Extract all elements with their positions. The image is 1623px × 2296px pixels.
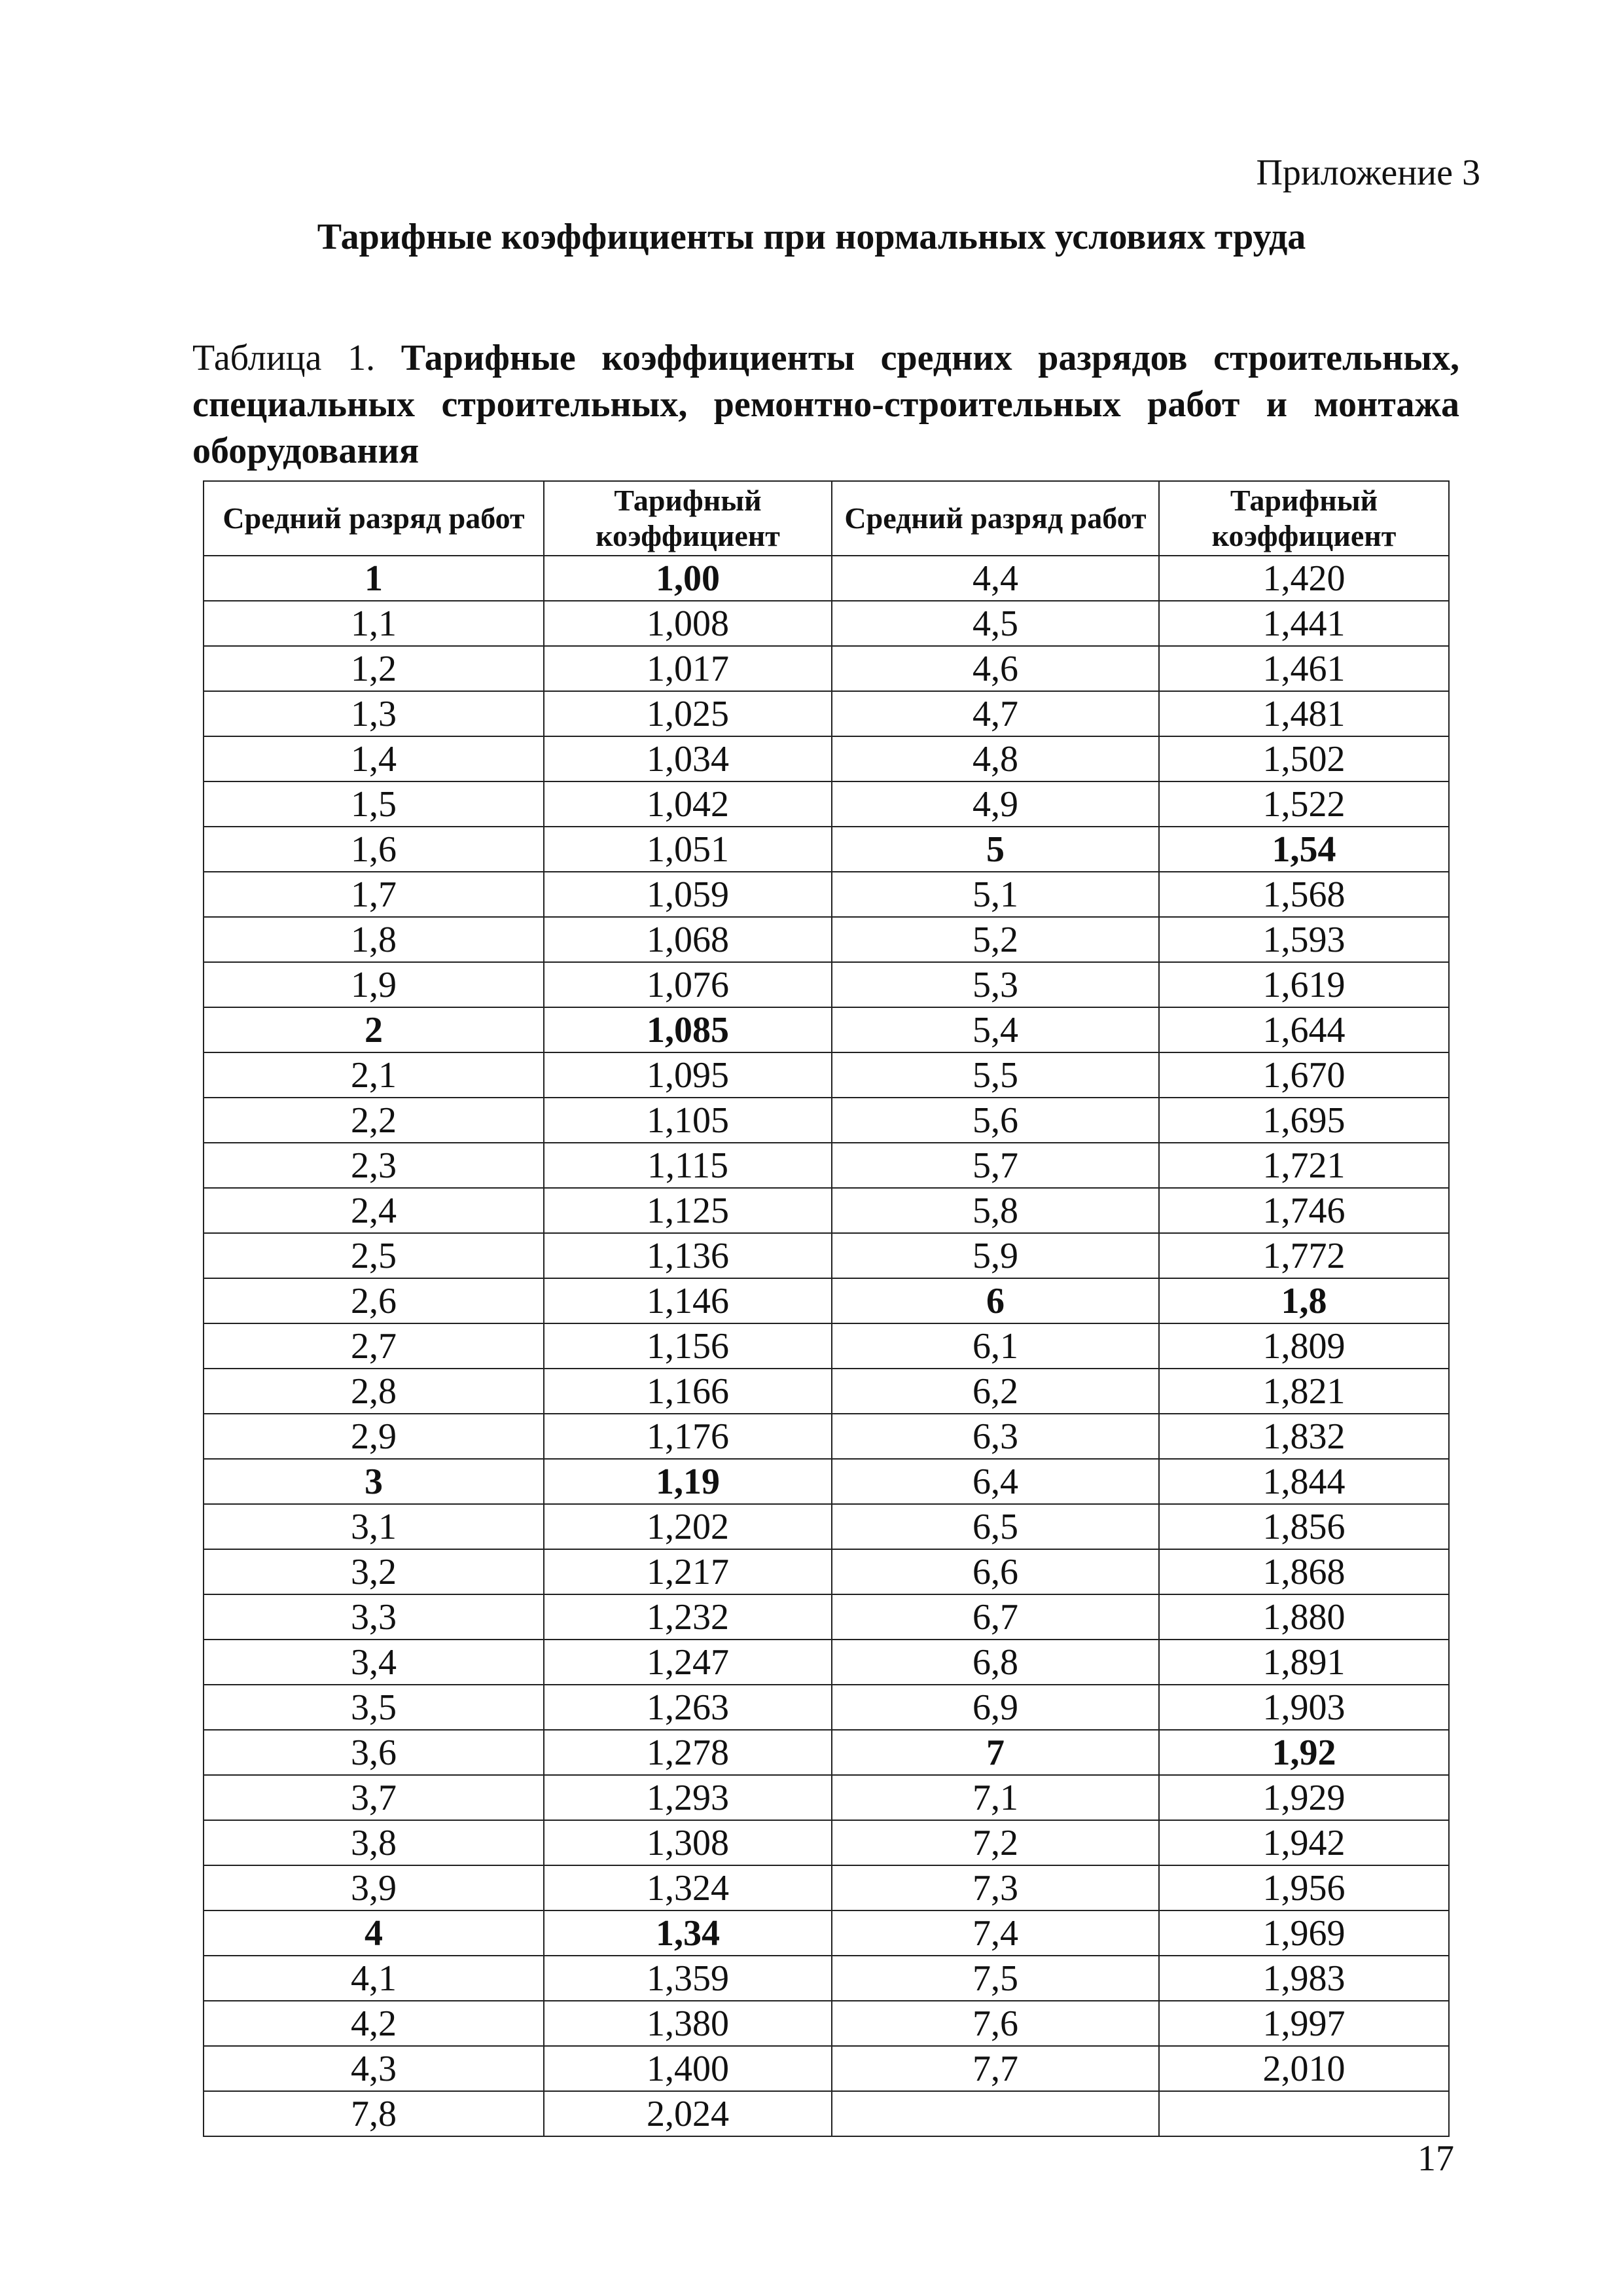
grade-cell: 3,3 xyxy=(204,1594,544,1640)
grade-cell: 5 xyxy=(832,827,1159,872)
coefficient-cell: 1,34 xyxy=(544,1910,832,1956)
grade-cell: 6,5 xyxy=(832,1504,1159,1549)
coefficient-cell: 1,156 xyxy=(544,1323,832,1369)
table-row xyxy=(204,1865,1449,1910)
coefficient-cell xyxy=(1159,2091,1449,2136)
table-row xyxy=(204,1640,1449,1685)
grade-cell: 7,5 xyxy=(832,1956,1159,2001)
coefficient-cell: 1,247 xyxy=(544,1640,832,1685)
grade-cell: 7 xyxy=(832,1730,1159,1775)
coefficient-cell: 1,522 xyxy=(1159,781,1449,827)
grade-cell: 4,1 xyxy=(204,1956,544,2001)
coefficient-cell: 1,92 xyxy=(1159,1730,1449,1775)
grade-cell: 1,6 xyxy=(204,827,544,872)
table-row xyxy=(204,1775,1449,1820)
grade-cell: 6,9 xyxy=(832,1685,1159,1730)
coefficient-cell: 1,880 xyxy=(1159,1594,1449,1640)
coefficient-cell: 1,017 xyxy=(544,646,832,691)
table-row xyxy=(204,2046,1449,2091)
table-row xyxy=(204,691,1449,736)
coefficient-cell: 1,721 xyxy=(1159,1143,1449,1188)
grade-cell: 1,3 xyxy=(204,691,544,736)
grade-cell: 3,2 xyxy=(204,1549,544,1594)
coefficient-cell: 2,010 xyxy=(1159,2046,1449,2091)
grade-cell: 5,2 xyxy=(832,917,1159,962)
coefficient-cell: 1,772 xyxy=(1159,1233,1449,1278)
grade-cell: 5,9 xyxy=(832,1233,1159,1278)
grade-cell: 3,1 xyxy=(204,1504,544,1549)
coefficient-cell: 1,942 xyxy=(1159,1820,1449,1865)
grade-cell: 7,4 xyxy=(832,1910,1159,1956)
table-row xyxy=(204,646,1449,691)
caption-text: Тарифные коэффициенты средних разрядов строительных, специальных строительных, ремонтно-строительных работ и монтажа оборудования xyxy=(192,338,1459,471)
table-row xyxy=(204,1143,1449,1188)
table-row xyxy=(204,1459,1449,1504)
coefficient-cell: 1,217 xyxy=(544,1549,832,1594)
grade-cell: 5,7 xyxy=(832,1143,1159,1188)
table-row xyxy=(204,1278,1449,1323)
grade-cell: 1,8 xyxy=(204,917,544,962)
table-header-row xyxy=(204,481,1449,556)
grade-cell: 4,8 xyxy=(832,736,1159,781)
grade-cell: 1,7 xyxy=(204,872,544,917)
coefficient-cell: 1,619 xyxy=(1159,962,1449,1007)
coefficient-cell: 1,644 xyxy=(1159,1007,1449,1052)
coefficient-cell: 1,176 xyxy=(544,1414,832,1459)
grade-cell: 7,6 xyxy=(832,2001,1159,2046)
table-row xyxy=(204,1956,1449,2001)
grade-cell: 5,8 xyxy=(832,1188,1159,1233)
grade-cell: 5,6 xyxy=(832,1098,1159,1143)
coefficient-cell: 2,024 xyxy=(544,2091,832,2136)
grade-cell: 4,7 xyxy=(832,691,1159,736)
table-row xyxy=(204,781,1449,827)
coefficient-cell: 1,8 xyxy=(1159,1278,1449,1323)
grade-cell: 7,3 xyxy=(832,1865,1159,1910)
coefficient-cell: 1,042 xyxy=(544,781,832,827)
coefficient-cell: 1,136 xyxy=(544,1233,832,1278)
table-row xyxy=(204,1910,1449,1956)
coefficient-cell: 1,400 xyxy=(544,2046,832,2091)
coefficient-cell: 1,461 xyxy=(1159,646,1449,691)
grade-cell: 7,2 xyxy=(832,1820,1159,1865)
grade-cell: 4,9 xyxy=(832,781,1159,827)
coefficient-cell: 1,891 xyxy=(1159,1640,1449,1685)
coefficient-cell: 1,232 xyxy=(544,1594,832,1640)
grade-cell: 3,8 xyxy=(204,1820,544,1865)
coefficient-cell: 1,746 xyxy=(1159,1188,1449,1233)
coefficient-cell: 1,832 xyxy=(1159,1414,1449,1459)
coefficient-cell: 1,983 xyxy=(1159,1956,1449,2001)
grade-cell: 3,7 xyxy=(204,1775,544,1820)
table-row xyxy=(204,1098,1449,1143)
table-row xyxy=(204,1504,1449,1549)
table-row xyxy=(204,962,1449,1007)
coefficient-cell: 1,821 xyxy=(1159,1369,1449,1414)
grade-cell: 5,4 xyxy=(832,1007,1159,1052)
coefficient-cell: 1,481 xyxy=(1159,691,1449,736)
coefficient-cell: 1,359 xyxy=(544,1956,832,2001)
coefficient-cell: 1,420 xyxy=(1159,556,1449,601)
grade-cell: 4,3 xyxy=(204,2046,544,2091)
grade-cell: 6,3 xyxy=(832,1414,1159,1459)
table-row xyxy=(204,1052,1449,1098)
table-row xyxy=(204,1233,1449,1278)
grade-cell: 2,7 xyxy=(204,1323,544,1369)
grade-cell: 6,6 xyxy=(832,1549,1159,1594)
coefficient-cell: 1,051 xyxy=(544,827,832,872)
tariff-coefficients-table xyxy=(203,480,1450,2137)
grade-cell: 7,7 xyxy=(832,2046,1159,2091)
grade-cell: 3,9 xyxy=(204,1865,544,1910)
grade-cell: 2,5 xyxy=(204,1233,544,1278)
coefficient-cell: 1,997 xyxy=(1159,2001,1449,2046)
coefficient-cell: 1,115 xyxy=(544,1143,832,1188)
coefficient-cell: 1,00 xyxy=(544,556,832,601)
coefficient-cell: 1,568 xyxy=(1159,872,1449,917)
grade-cell: 2,8 xyxy=(204,1369,544,1414)
grade-cell: 1,4 xyxy=(204,736,544,781)
coefficient-cell: 1,969 xyxy=(1159,1910,1449,1956)
grade-cell: 2,2 xyxy=(204,1098,544,1143)
grade-cell: 4,2 xyxy=(204,2001,544,2046)
coefficient-cell: 1,076 xyxy=(544,962,832,1007)
coefficient-cell: 1,278 xyxy=(544,1730,832,1775)
grade-cell: 2,6 xyxy=(204,1278,544,1323)
grade-cell: 6,8 xyxy=(832,1640,1159,1685)
appendix-label: Приложение 3 xyxy=(1256,152,1480,193)
grade-cell: 5,1 xyxy=(832,872,1159,917)
grade-cell: 6,2 xyxy=(832,1369,1159,1414)
table-row xyxy=(204,2001,1449,2046)
table-row xyxy=(204,1730,1449,1775)
coefficient-cell: 1,263 xyxy=(544,1685,832,1730)
page-title: Тарифные коэффициенты при нормальных условиях труда xyxy=(317,217,1306,257)
table-row xyxy=(204,1414,1449,1459)
grade-cell: 5,3 xyxy=(832,962,1159,1007)
header-coefficient-1: Тарифный коэффициент xyxy=(544,481,832,556)
table-row xyxy=(204,1820,1449,1865)
coefficient-cell: 1,380 xyxy=(544,2001,832,2046)
grade-cell: 7,1 xyxy=(832,1775,1159,1820)
grade-cell: 1 xyxy=(204,556,544,601)
table-row xyxy=(204,601,1449,646)
coefficient-cell: 1,929 xyxy=(1159,1775,1449,1820)
grade-cell: 6,4 xyxy=(832,1459,1159,1504)
coefficient-cell: 1,125 xyxy=(544,1188,832,1233)
grade-cell: 7,8 xyxy=(204,2091,544,2136)
coefficient-cell: 1,202 xyxy=(544,1504,832,1549)
coefficient-cell: 1,593 xyxy=(1159,917,1449,962)
grade-cell: 5,5 xyxy=(832,1052,1159,1098)
coefficient-cell: 1,809 xyxy=(1159,1323,1449,1369)
table-row xyxy=(204,917,1449,962)
coefficient-cell: 1,034 xyxy=(544,736,832,781)
grade-cell: 6,7 xyxy=(832,1594,1159,1640)
header-grade-2: Средний разряд работ xyxy=(832,481,1159,556)
grade-cell: 1,1 xyxy=(204,601,544,646)
table-caption xyxy=(192,335,1459,475)
caption-prefix: Таблица 1. xyxy=(192,338,376,378)
table-row xyxy=(204,1188,1449,1233)
coefficient-cell: 1,008 xyxy=(544,601,832,646)
grade-cell: 2,9 xyxy=(204,1414,544,1459)
grade-cell: 2,4 xyxy=(204,1188,544,1233)
coefficient-cell: 1,059 xyxy=(544,872,832,917)
grade-cell: 4,6 xyxy=(832,646,1159,691)
grade-cell: 4 xyxy=(204,1910,544,1956)
coefficient-cell: 1,903 xyxy=(1159,1685,1449,1730)
coefficient-cell: 1,956 xyxy=(1159,1865,1449,1910)
grade-cell: 3 xyxy=(204,1459,544,1504)
coefficient-cell: 1,105 xyxy=(544,1098,832,1143)
table-row xyxy=(204,1369,1449,1414)
grade-cell: 2 xyxy=(204,1007,544,1052)
coefficient-cell: 1,095 xyxy=(544,1052,832,1098)
coefficient-cell: 1,19 xyxy=(544,1459,832,1504)
grade-cell: 6 xyxy=(832,1278,1159,1323)
table-row xyxy=(204,1685,1449,1730)
grade-cell: 2,1 xyxy=(204,1052,544,1098)
coefficient-cell: 1,146 xyxy=(544,1278,832,1323)
table-row xyxy=(204,2091,1449,2136)
table-row xyxy=(204,1007,1449,1052)
grade-cell: 1,2 xyxy=(204,646,544,691)
coefficient-cell: 1,868 xyxy=(1159,1549,1449,1594)
coefficient-cell: 1,308 xyxy=(544,1820,832,1865)
grade-cell: 1,9 xyxy=(204,962,544,1007)
grade-cell: 4,4 xyxy=(832,556,1159,601)
table-row xyxy=(204,1323,1449,1369)
table-row xyxy=(204,1594,1449,1640)
header-grade-1: Средний разряд работ xyxy=(204,481,544,556)
grade-cell: 3,4 xyxy=(204,1640,544,1685)
grade-cell xyxy=(832,2091,1159,2136)
coefficient-cell: 1,324 xyxy=(544,1865,832,1910)
coefficient-cell: 1,502 xyxy=(1159,736,1449,781)
coefficient-cell: 1,068 xyxy=(544,917,832,962)
table-row xyxy=(204,556,1449,601)
table-row xyxy=(204,827,1449,872)
grade-cell: 1,5 xyxy=(204,781,544,827)
coefficient-cell: 1,54 xyxy=(1159,827,1449,872)
grade-cell: 2,3 xyxy=(204,1143,544,1188)
page-number: 17 xyxy=(1418,2138,1454,2179)
table-row xyxy=(204,872,1449,917)
header-coefficient-2: Тарифный коэффициент xyxy=(1159,481,1449,556)
coefficient-cell: 1,293 xyxy=(544,1775,832,1820)
coefficient-cell: 1,441 xyxy=(1159,601,1449,646)
grade-cell: 3,5 xyxy=(204,1685,544,1730)
coefficient-cell: 1,670 xyxy=(1159,1052,1449,1098)
grade-cell: 3,6 xyxy=(204,1730,544,1775)
grade-cell: 6,1 xyxy=(832,1323,1159,1369)
coefficient-cell: 1,695 xyxy=(1159,1098,1449,1143)
coefficient-cell: 1,844 xyxy=(1159,1459,1449,1504)
coefficient-cell: 1,025 xyxy=(544,691,832,736)
table-row xyxy=(204,736,1449,781)
coefficient-cell: 1,856 xyxy=(1159,1504,1449,1549)
coefficient-cell: 1,166 xyxy=(544,1369,832,1414)
grade-cell: 4,5 xyxy=(832,601,1159,646)
coefficient-cell: 1,085 xyxy=(544,1007,832,1052)
table-row xyxy=(204,1549,1449,1594)
table-body xyxy=(204,556,1449,2136)
